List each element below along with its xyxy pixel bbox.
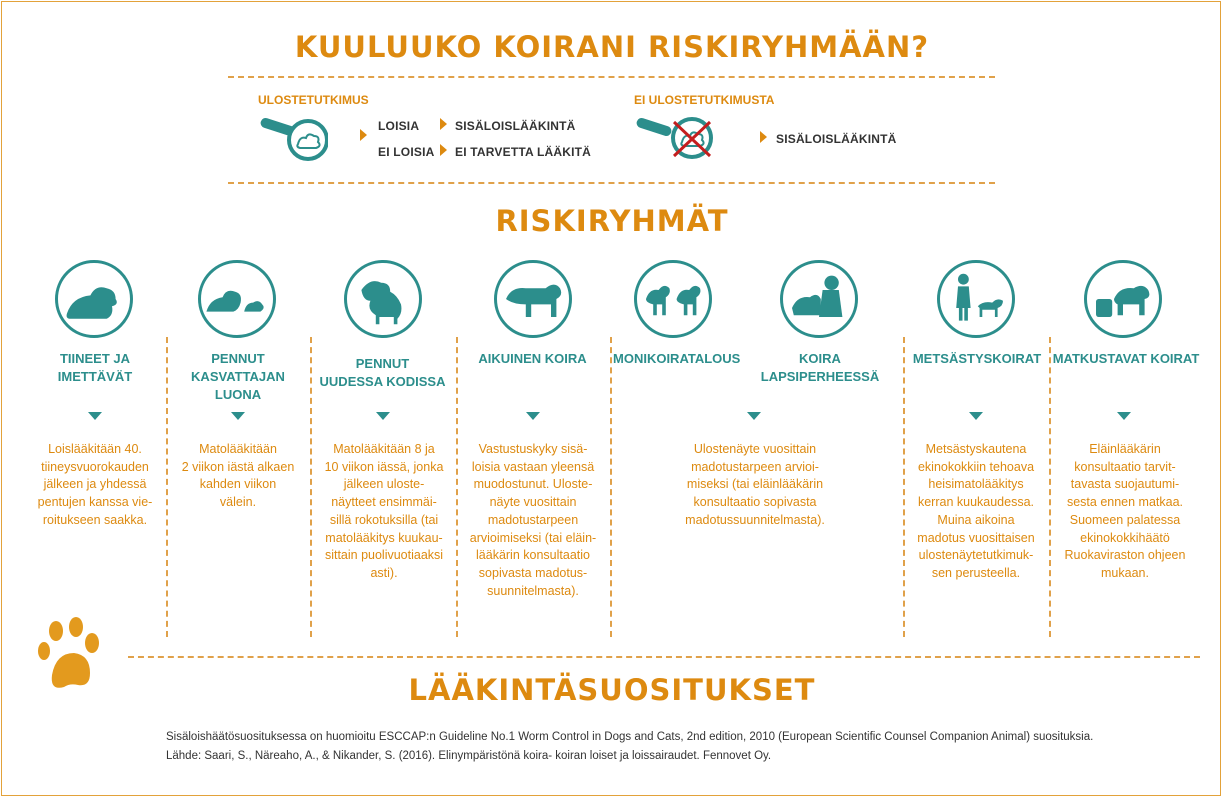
group-desc-pregnant: Loislääkitään 40. tiineysvuorokauden jälkeen ja yhdessä pentujen kanssa vie- roitukseen saakka. bbox=[37, 442, 153, 527]
column-separator bbox=[903, 337, 905, 637]
group-icon-family-dog bbox=[780, 260, 858, 338]
down-arrow-icon bbox=[747, 412, 761, 420]
arrow-icon bbox=[440, 144, 447, 156]
divider-mid bbox=[228, 182, 995, 184]
arrow-icon bbox=[360, 129, 367, 141]
column-separator bbox=[310, 337, 312, 637]
down-arrow-icon bbox=[88, 412, 102, 420]
page-title: KUULUUKO KOIRANI RISKIRYHMÄÄN? bbox=[294, 30, 930, 64]
ei-loisia-label: EI LOISIA bbox=[378, 145, 435, 159]
group-icon-puppies-breeder bbox=[198, 260, 276, 338]
footnote-text: Sisäloishäätösuosituksessa on huomioitu ESCCAP:n Guideline No.1 Worm Control in Dogs and Cats, 2nd edition, 2010 (European Scientific Counsel Companion Animal) suosituksia. bbox=[166, 731, 1094, 743]
group-icon-pregnant bbox=[55, 260, 133, 338]
arrow-icon bbox=[440, 118, 447, 130]
no-test-label: EI ULOSTETUTKIMUSTA bbox=[634, 93, 775, 107]
risk-title: RISKIRYHMÄT bbox=[495, 204, 729, 238]
group-desc-shared: Ulostenäyte vuosittain madotustarpeen arvioi- miseksi (tai eläinlääkärin konsultaatio sopivasta madotussuunnitelmasta). bbox=[685, 442, 825, 527]
group-icon-multi-dog bbox=[634, 260, 712, 338]
bottom-title: LÄÄKINTÄSUOSITUKSET bbox=[408, 673, 816, 707]
crossed-magnifier-icon bbox=[634, 110, 716, 164]
magnifier-icon bbox=[258, 110, 328, 164]
group-label-adult: AIKUINEN KOIRA bbox=[478, 351, 587, 366]
group-icon-hunting bbox=[937, 260, 1015, 338]
source-text: Lähde: Saari, S., Näreaho, A., & Nikander, S. (2016). Elinympäristönä koira- koiran loiset ja loissairaudet. Fennovet Oy. bbox=[166, 750, 772, 762]
group-label-family: KOIRA LAPSIPERHEESSÄ bbox=[760, 351, 880, 384]
group-desc-adult: Vastustuskyky sisä- loisia vastaan yleensä muodostunut. Uloste- näyte vuosittain madotustarpeen arvioimiseksi (tai eläin- lääkärin konsultaatio sopivasta madotus- suunnitelmasta). bbox=[469, 442, 597, 598]
group-label-multi: MONIKOIRATALOUS bbox=[613, 351, 741, 366]
group-icon-adult-dog bbox=[494, 260, 572, 338]
test-label: ULOSTETUTKIMUS bbox=[258, 93, 369, 107]
down-arrow-icon bbox=[1117, 412, 1131, 420]
down-arrow-icon bbox=[969, 412, 983, 420]
divider-bottom bbox=[128, 656, 1200, 658]
group-desc-puppy-home: Matolääkitään 8 ja 10 viikon iässä, jonka jälkeen uloste- näytteet ensimmäi- sillä rokotuksilla (tai matolääkitys kuukau- sittain puolivuotiaaksi asti). bbox=[324, 442, 444, 580]
group-label-pregnant: TIINEET JA IMETTÄVÄT bbox=[57, 351, 133, 384]
treat-label: SISÄLOISLÄÄKINTÄ bbox=[455, 119, 576, 133]
group-label-hunting: METSÄSTYSKOIRAT bbox=[912, 351, 1042, 366]
divider-top bbox=[228, 76, 995, 78]
group-label-traveling: MATKUSTAVAT KOIRAT bbox=[1052, 351, 1200, 366]
down-arrow-icon bbox=[376, 412, 390, 420]
right-treat-label: SISÄLOISLÄÄKINTÄ bbox=[776, 132, 897, 146]
down-arrow-icon bbox=[231, 412, 245, 420]
group-icon-traveling bbox=[1084, 260, 1162, 338]
no-treat-label: EI TARVETTA LÄÄKITÄ bbox=[455, 145, 592, 159]
group-desc-puppies-breeder: Matolääkitään 2 viikon iästä alkaen kahden viikon välein. bbox=[181, 442, 295, 510]
down-arrow-icon bbox=[526, 412, 540, 420]
column-separator bbox=[610, 337, 612, 637]
column-separator bbox=[456, 337, 458, 637]
group-label-puppy-home: PENNUT UUDESSA KODISSA bbox=[319, 356, 446, 389]
group-desc-hunting: Metsästyskautena ekinokokkiin tehoava heisimatolääkitys kerran kuukaudessa. Muina aikoina madotus vuosittaisen ulostenäytetutkimuk- sen perusteella. bbox=[917, 442, 1035, 580]
column-separator bbox=[1049, 337, 1051, 637]
arrow-icon bbox=[760, 131, 767, 143]
loisia-label: LOISIA bbox=[378, 119, 420, 133]
group-desc-traveling: Eläinlääkärin konsultaatio tarvit- tavasta suojautumi- sesta ennen matkaa. Suomeen palatessa ekinokokkihäätö Ruokaviraston ohjeen mukaan. bbox=[1064, 442, 1186, 580]
group-icon-puppy-home bbox=[344, 260, 422, 338]
group-label-puppies-breeder: PENNUT KASVATTAJAN LUONA bbox=[191, 351, 285, 402]
